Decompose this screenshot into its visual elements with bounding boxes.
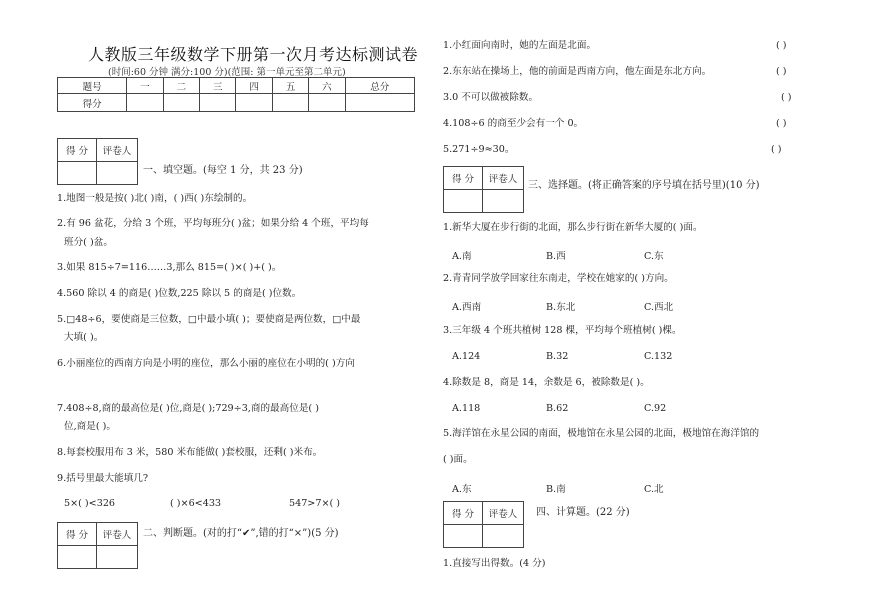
grader-box-grader-label: 评卷人 xyxy=(97,523,138,546)
choice-option: B.32 xyxy=(546,351,569,362)
choice-option: C.92 xyxy=(644,403,667,414)
choice-question: 4.除数是 8，商是 14，余数是 6，被除数是( )。 xyxy=(443,377,650,388)
choice-option: B.东北 xyxy=(546,302,576,313)
q9-item: 547>7×( ) xyxy=(289,498,341,509)
section2-title: 二、判断题。(对的打“✔”,错的打“×”)(5 分) xyxy=(143,528,339,539)
grader-name-cell[interactable] xyxy=(483,525,524,548)
judge-question: 3.0 不可以做被除数。 xyxy=(443,92,539,103)
score-table-header: 三 xyxy=(200,78,236,94)
answer-paren[interactable]: ( ) xyxy=(776,40,787,51)
choice-option: C.132 xyxy=(644,351,673,362)
choice-option: C.东 xyxy=(644,251,664,262)
score-table-header: 五 xyxy=(272,78,308,94)
fill-question: 6.小丽座位的西南方向是小明的座位，那么小丽的座位在小明的( )方向 xyxy=(57,358,355,369)
grader-name-cell[interactable] xyxy=(97,162,138,185)
score-cell[interactable] xyxy=(163,94,199,112)
grader-box-grader-label: 评卷人 xyxy=(483,502,524,525)
fill-question: 班分( )盆。 xyxy=(64,237,113,248)
choice-option: B.南 xyxy=(546,484,566,495)
choice-question: 3.三年级 4 个班共植树 128 棵，平均每个班植树( )棵。 xyxy=(443,325,682,336)
section4-title: 四、计算题。(22 分) xyxy=(536,507,630,518)
grader-score-cell[interactable] xyxy=(58,162,97,185)
choice-question: 5.海洋馆在永星公园的南面，极地馆在永星公园的北面，极地馆在海洋馆的 xyxy=(443,428,760,439)
judge-question: 4.108÷6 的商至少会有一个 0。 xyxy=(443,118,584,129)
score-table xyxy=(57,77,415,112)
choice-option: C.北 xyxy=(644,484,664,495)
choice-option: A.西南 xyxy=(452,302,482,313)
choice-question: 1.新华大厦在步行街的北面，那么步行街在新华大厦的( )面。 xyxy=(443,222,703,233)
answer-paren[interactable]: ( ) xyxy=(781,92,792,103)
choice-question: 2.青青同学放学回家往东南走，学校在她家的( )方向。 xyxy=(443,273,674,284)
page-title: 人教版三年级数学下册第一次月考达标测试卷 xyxy=(88,45,419,64)
score-table-row-label: 得分 xyxy=(58,94,127,112)
answer-paren[interactable]: ( ) xyxy=(776,66,787,77)
score-table-header: 一 xyxy=(127,78,163,94)
choice-option: B.62 xyxy=(546,403,569,414)
score-table-header: 总分 xyxy=(345,78,414,94)
fill-question: 位,商是( )。 xyxy=(64,421,116,432)
grader-score-cell[interactable] xyxy=(444,190,483,213)
grader-box-grader-label: 评卷人 xyxy=(97,139,138,162)
score-table-header: 二 xyxy=(163,78,199,94)
choice-question-cont: ( )面。 xyxy=(443,454,473,465)
calc-question: 1.直接写出得数。(4 分) xyxy=(443,558,546,569)
fill-question: 3.如果 815÷7=116……3,那么 815=( )×( )+( )。 xyxy=(57,262,282,273)
answer-paren[interactable]: ( ) xyxy=(776,118,787,129)
grader-box-2 xyxy=(57,522,138,569)
fill-question: 7.408÷8,商的最高位是( )位,商是( );729÷3,商的最高位是( ) xyxy=(57,403,319,414)
fill-question: 1.地图一般是按( )北( )南，( )西( )东绘制的。 xyxy=(57,193,253,204)
grader-name-cell[interactable] xyxy=(97,546,138,569)
fill-question: 5.□48÷6，要使商是三位数，□中最小填( )；要使商是两位数，□中最 xyxy=(57,314,361,325)
q9-item: 5×( )<326 xyxy=(64,498,116,509)
grader-box-3 xyxy=(443,166,524,213)
score-cell[interactable] xyxy=(272,94,308,112)
choice-option: A.118 xyxy=(452,403,481,414)
grader-box-1 xyxy=(57,138,138,185)
choice-option: A.124 xyxy=(452,351,481,362)
grader-box-score-label: 得 分 xyxy=(444,167,483,190)
fill-question: 2.有 96 盆花，分给 3 个班，平均每班分( )盆；如果分给 4 个班，平均每 xyxy=(57,218,369,229)
grader-name-cell[interactable] xyxy=(483,190,524,213)
grader-score-cell[interactable] xyxy=(444,525,483,548)
choice-option: B.西 xyxy=(546,251,566,262)
section3-title: 三、选择题。(将正确答案的序号填在括号里)(10 分) xyxy=(528,180,760,191)
fill-question: 8.每套校服用布 3 米，580 米布能做( )套校服，还剩( )米布。 xyxy=(57,447,323,458)
grader-score-cell[interactable] xyxy=(58,546,97,569)
fill-question: 9.括号里最大能填几? xyxy=(57,473,149,484)
choice-option: A.东 xyxy=(452,484,472,495)
grader-box-4 xyxy=(443,501,524,548)
q9-item: ( )×6<433 xyxy=(170,498,222,509)
grader-box-score-label: 得 分 xyxy=(58,139,97,162)
choice-option: C.西北 xyxy=(644,302,674,313)
score-cell[interactable] xyxy=(345,94,414,112)
score-cell[interactable] xyxy=(200,94,236,112)
fill-question: 4.560 除以 4 的商是( )位数,225 除以 5 的商是( )位数。 xyxy=(57,288,302,299)
judge-question: 5.271÷9≈30。 xyxy=(443,144,515,155)
score-cell[interactable] xyxy=(127,94,163,112)
judge-question: 1.小红面向南时，她的左面是北面。 xyxy=(443,40,597,51)
choice-option: A.南 xyxy=(452,251,472,262)
grader-box-grader-label: 评卷人 xyxy=(483,167,524,190)
section1-title: 一、填空题。(每空 1 分，共 23 分) xyxy=(143,165,303,176)
judge-question: 2.东东站在操场上，他的前面是西南方向，他左面是东北方向。 xyxy=(443,66,712,77)
answer-paren[interactable]: ( ) xyxy=(771,144,782,155)
score-cell[interactable] xyxy=(309,94,345,112)
score-table-header: 六 xyxy=(309,78,345,94)
grader-box-score-label: 得 分 xyxy=(444,502,483,525)
page-subtitle: (时间:60 分钟 满分:100 分)(范围: 第一单元至第二单元) xyxy=(108,67,346,78)
score-cell[interactable] xyxy=(236,94,272,112)
score-table-header: 四 xyxy=(236,78,272,94)
score-table-header: 题号 xyxy=(58,78,127,94)
grader-box-score-label: 得 分 xyxy=(58,523,97,546)
fill-question: 大填( )。 xyxy=(64,332,104,343)
